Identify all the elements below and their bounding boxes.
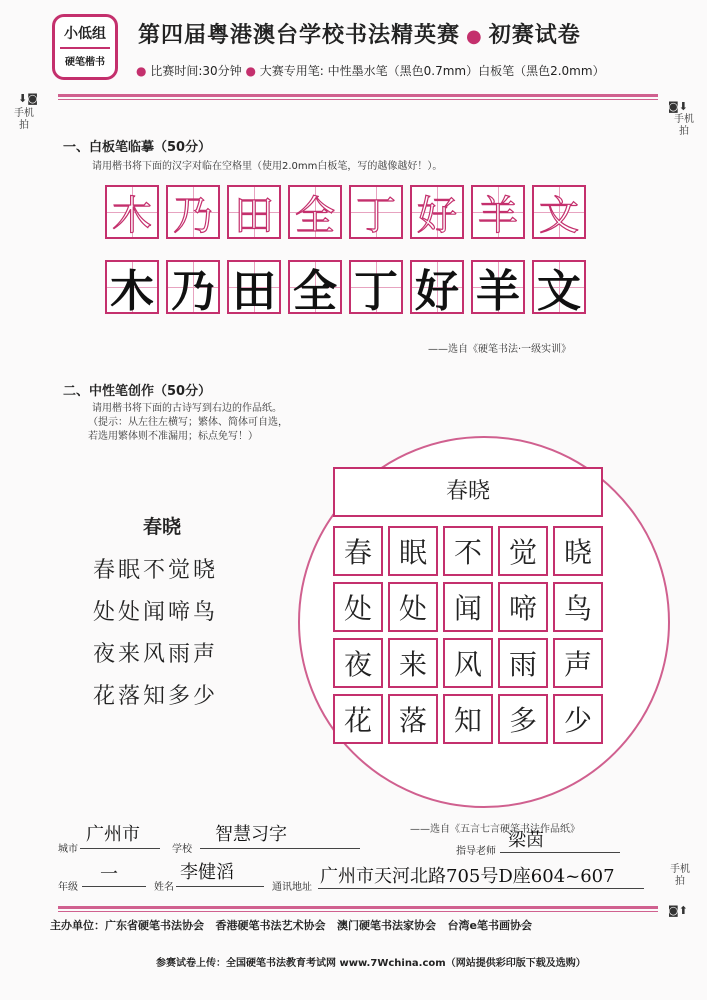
trace-cell xyxy=(227,185,281,239)
address-line xyxy=(318,888,644,889)
trace-cell xyxy=(410,185,464,239)
work-cell: 不 xyxy=(443,526,493,576)
work-cell: 春 xyxy=(333,526,383,576)
page-title xyxy=(138,18,581,49)
model-cell xyxy=(166,260,220,317)
school-value: 智慧习字 xyxy=(215,824,287,845)
trace-cell xyxy=(105,185,159,239)
work-cell: 处 xyxy=(333,582,383,632)
work-cell: 晓 xyxy=(553,526,603,576)
trace-char: 羊 xyxy=(478,192,518,239)
poem-line: 花落知多少 xyxy=(93,684,219,709)
work-cell: 少 xyxy=(553,694,603,744)
model-char: 文 xyxy=(537,266,581,317)
model-cell xyxy=(532,260,586,317)
organizers xyxy=(50,917,532,933)
badge-top-text: 小低组 xyxy=(64,26,106,42)
trace-cell xyxy=(349,185,403,239)
poem-line: 处处闻啼鸟 xyxy=(93,600,219,625)
org-3: 澳门硬笔书法家协会 xyxy=(337,919,436,932)
school-label: 学校 xyxy=(172,844,192,855)
trace-char: 文 xyxy=(539,192,579,239)
work-cell: 花 xyxy=(333,694,383,744)
name-label: 姓名 xyxy=(154,882,174,893)
work-cell: 鸟 xyxy=(553,582,603,632)
work-cell: 雨 xyxy=(498,638,548,688)
time-label: 比赛时间:30分钟 xyxy=(150,64,242,78)
teacher-value: 梁茵 xyxy=(508,830,544,851)
work-cell: 眠 xyxy=(388,526,438,576)
title-suffix: 初赛试卷 xyxy=(488,22,581,48)
trace-cell xyxy=(166,185,220,239)
teacher-line xyxy=(500,852,620,853)
model-cell xyxy=(227,260,281,317)
work-cell: 夜 xyxy=(333,638,383,688)
section2-instruction-3: 若选用繁体则不准漏用；标点免写！） xyxy=(88,431,258,442)
work-cell: 啼 xyxy=(498,582,548,632)
organizers-label: 主办单位： xyxy=(50,919,105,932)
trace-char: 好 xyxy=(417,192,457,239)
camera-icon: ◙⬇ xyxy=(668,100,688,113)
trace-char: 田 xyxy=(234,192,274,239)
grade-line xyxy=(82,886,146,887)
title-dot: ● xyxy=(466,26,483,47)
model-char: 好 xyxy=(415,266,459,317)
upload-info: 参赛试卷上传：全国硬笔书法教育考试网 www.7Wchina.com（网站提供彩印版下载及选购） xyxy=(156,958,586,969)
section2-instruction-2: （提示：从左往左横写；繁体、简体可自选， xyxy=(88,417,288,428)
trace-cell xyxy=(532,185,586,239)
work-title: 春晓 xyxy=(445,479,490,504)
work-cell: 闻 xyxy=(443,582,493,632)
work-cell: 知 xyxy=(443,694,493,744)
exam-info: ● 比赛时间:30分钟 ● 大赛专用笔: 中性墨水笔（黑色0.7mm）白板笔（黑色2.0mm） xyxy=(136,64,605,78)
side-label-right-top: 手机拍 xyxy=(674,114,694,137)
header-rule xyxy=(58,94,658,97)
org-2: 香港硬笔书法艺术协会 xyxy=(215,919,326,932)
org-4: 台湾e笔书画协会 xyxy=(447,919,532,932)
grade-label: 年级 xyxy=(58,882,78,893)
section1-source: ——选自《硬笔书法·一级实训》 xyxy=(428,344,572,355)
trace-char: 丁 xyxy=(356,192,396,239)
model-char: 全 xyxy=(293,266,337,317)
work-cell: 落 xyxy=(388,694,438,744)
header-rule-thin xyxy=(58,99,658,100)
work-cell: 声 xyxy=(553,638,603,688)
work-cell: 处 xyxy=(388,582,438,632)
work-cell: 来 xyxy=(388,638,438,688)
footer-rule xyxy=(58,906,658,909)
school-line xyxy=(200,848,360,849)
section1-heading: 一、白板笔临摹（50分） xyxy=(63,140,212,155)
org-1: 广东省硬笔书法协会 xyxy=(105,919,204,932)
model-cell xyxy=(410,260,464,317)
trace-char: 全 xyxy=(295,192,335,239)
badge-divider xyxy=(60,47,110,49)
grade-value: 一 xyxy=(100,864,118,885)
pen-label: 大赛专用笔: 中性墨水笔（黑色0.7mm）白板笔（黑色2.0mm） xyxy=(259,64,605,78)
footer-rule-thin xyxy=(58,911,658,912)
city-value: 广州市 xyxy=(86,824,140,845)
work-cell: 多 xyxy=(498,694,548,744)
address-value: 广州市天河北路705号D座604~607 xyxy=(320,866,615,887)
section2-source: ——选自《五言七言硬笔书法作品纸》 xyxy=(410,824,580,835)
work-cell: 风 xyxy=(443,638,493,688)
trace-char: 木 xyxy=(112,192,152,239)
address-label: 通讯地址 xyxy=(272,882,312,893)
poem-title: 春晓 xyxy=(143,516,182,538)
camera-icon: ◙⬆ xyxy=(668,904,688,917)
work-cell: 觉 xyxy=(498,526,548,576)
section2-instruction-1: 请用楷书将下面的古诗写到右边的作品纸。 xyxy=(92,403,282,414)
model-char: 乃 xyxy=(171,266,215,317)
model-cell xyxy=(471,260,525,317)
city-line xyxy=(80,848,160,849)
badge-bottom-text: 硬笔楷书 xyxy=(65,57,105,68)
camera-icon: ⬇◙ xyxy=(18,92,38,105)
name-value: 李健滔 xyxy=(180,862,234,883)
trace-char: 乃 xyxy=(173,192,213,239)
title-main: 第四届粤港澳台学校书法精英赛 xyxy=(138,22,461,48)
work-title-box xyxy=(333,467,603,517)
section1-instruction: 请用楷书将下面的汉字对临在空格里（使用2.0mm白板笔，写的越像越好！）。 xyxy=(92,161,443,172)
model-cell xyxy=(105,260,159,317)
trace-cell xyxy=(288,185,342,239)
city-label: 城市 xyxy=(58,844,78,855)
model-cell xyxy=(349,260,403,317)
section2-heading: 二、中性笔创作（50分） xyxy=(63,384,212,399)
trace-cell xyxy=(471,185,525,239)
teacher-label: 指导老师 xyxy=(456,846,496,857)
poem-line: 春眠不觉晓 xyxy=(93,558,219,583)
side-label-left: 手机拍 xyxy=(14,108,34,131)
model-char: 羊 xyxy=(476,266,520,317)
name-line xyxy=(176,886,264,887)
side-label-right-bottom: 手机拍 xyxy=(670,864,690,887)
model-char: 木 xyxy=(110,266,154,317)
model-char: 田 xyxy=(232,266,276,317)
poem-line: 夜来风雨声 xyxy=(93,642,219,667)
group-badge xyxy=(52,14,118,80)
model-cell xyxy=(288,260,342,317)
model-char: 丁 xyxy=(354,266,398,317)
